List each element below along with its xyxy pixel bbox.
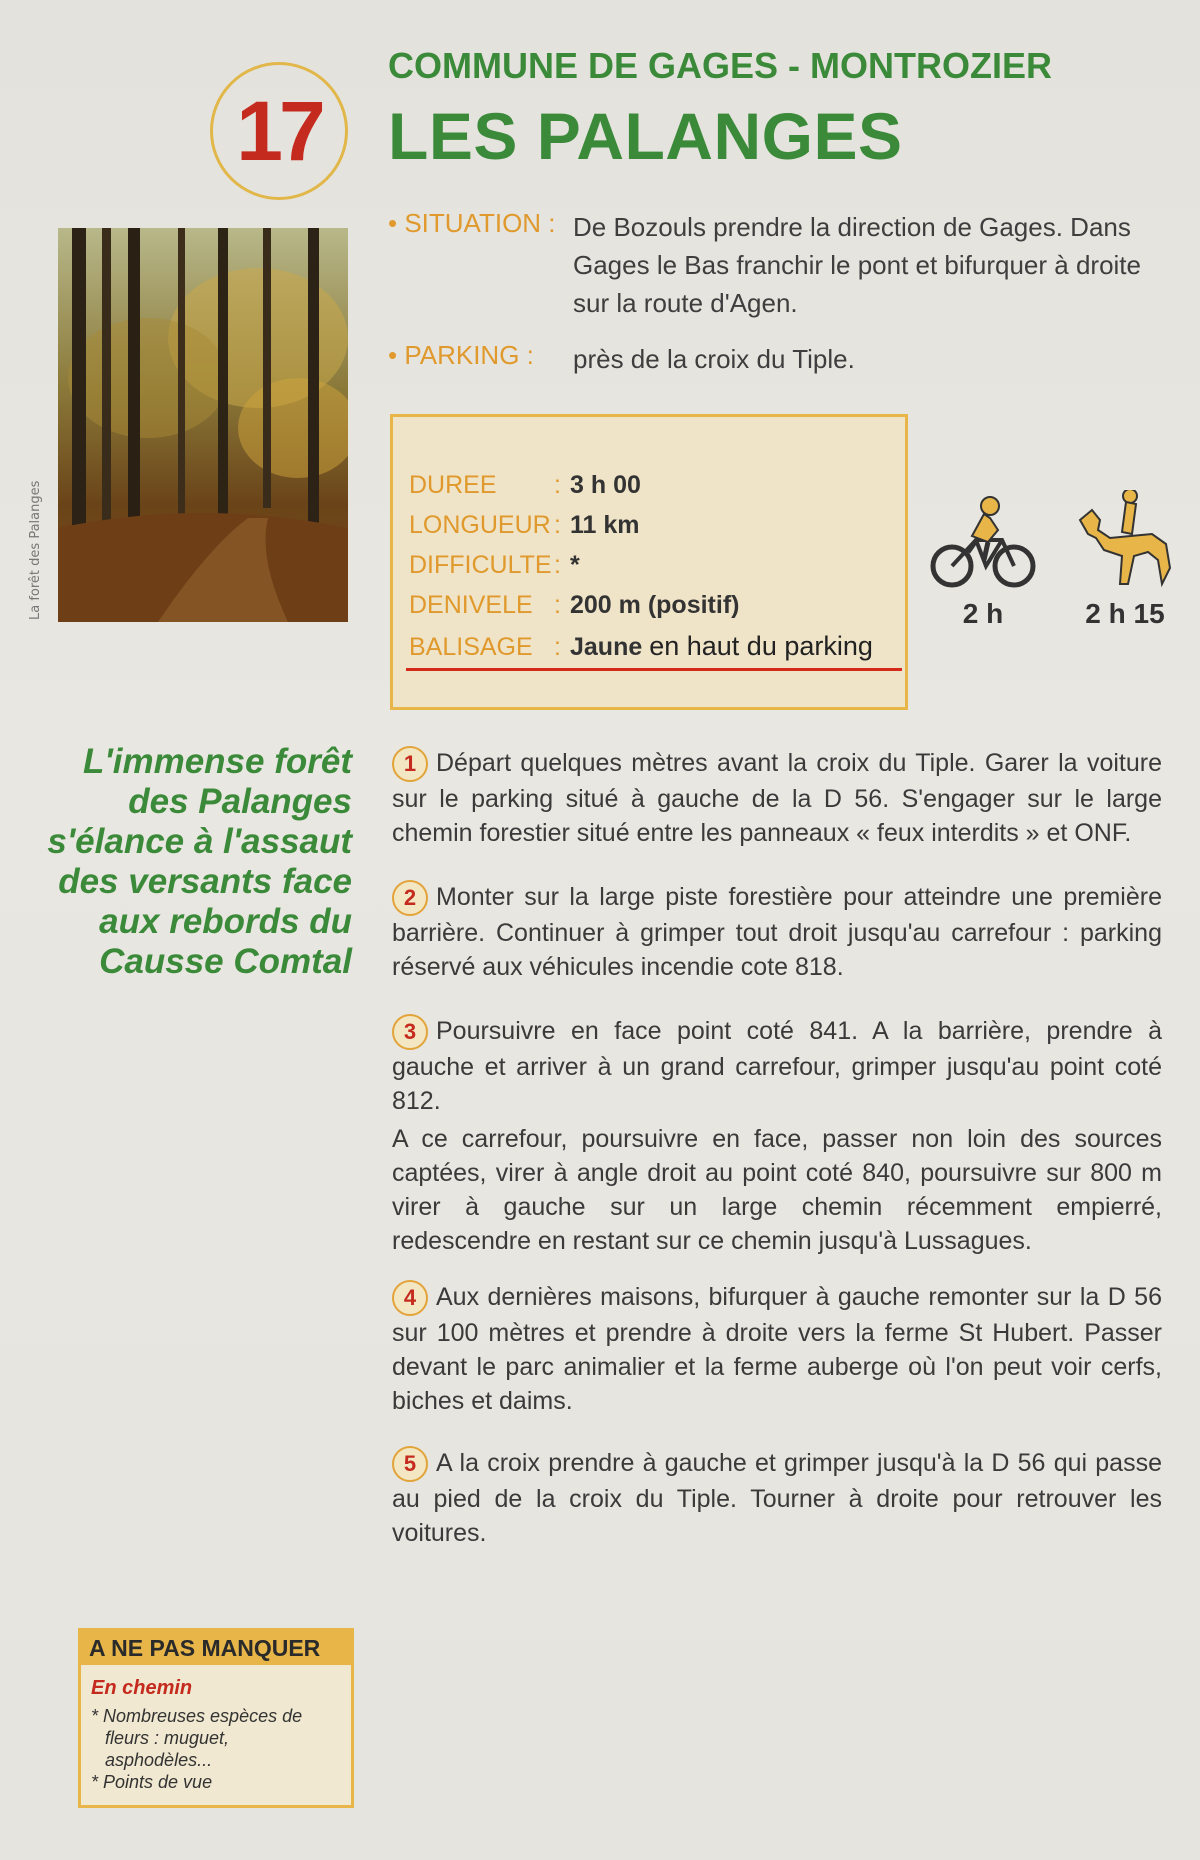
stat-longueur: LONGUEUR : 11 km [409,511,640,539]
step-number: 3 [392,1014,428,1050]
parking-text: près de la croix du Tiple. [573,344,855,374]
horse-rider-icon [1070,490,1180,590]
stat-difficulte: DIFFICULTE: * [409,551,580,579]
not-to-miss-list [91,1705,341,1793]
photo-caption: La forêt des Palanges [28,480,43,620]
cyclist-icon [928,490,1038,590]
step-text: Départ quelques mètres avant la croix du Tiple. Garer la voiture sur le parking situé à gauche de la D 56. S'engager sur le large chemin forestier situé entre les panneaux « feux interdits » et ONF. [392,749,1162,848]
stat-label: DUREE [409,471,497,499]
step-3 [392,1014,1162,1258]
situation-label: • SITUATION : [388,208,556,238]
stat-label: LONGUEUR [409,511,551,539]
step-4 [392,1280,1162,1418]
situation-text: De Bozouls prendre la direction de Gages. Dans Gages le Bas franchir le pont et bifurquer à droite sur la route d'Agen. [573,212,1141,318]
step-text: Poursuivre en face point coté 841. A la barrière, prendre à gauche et arriver à un grand carrefour, grimper jusqu'au point coté 812. [392,1017,1162,1116]
horse-time: 2 h 15 [1085,598,1165,629]
step-number: 5 [392,1446,428,1482]
not-to-miss-box [78,1628,354,1808]
step-text: A la croix prendre à gauche et grimper jusqu'à la D 56 qui passe au pied de la croix du Tiple. Tourner à droite pour retrouver les voitures. [392,1449,1162,1548]
forest-photo [58,228,348,622]
step-number: 2 [392,880,428,916]
stat-value: 200 m (positif) [570,591,740,619]
step-number: 1 [392,746,428,782]
step-2 [392,880,1162,984]
list-item: * Nombreuses espèces de fleurs : muguet, asphodèles... [91,1706,303,1770]
not-to-miss-subtitle: En chemin [91,1677,193,1699]
list-item: * Points de vue [91,1772,213,1792]
step-text: Aux dernières maisons, bifurquer à gauche remonter sur la D 56 sur 100 mètres et prendre à droite vers la ferme St Hubert. Passer devant le parc animalier et la ferme auberge où l'on peut voir cerfs, biches et daims. [392,1283,1162,1416]
situation-row [388,208,1141,318]
step-5 [392,1446,1162,1550]
stat-label: DENIVELE [409,591,533,619]
page-title: LES PALANGES [388,99,903,173]
stat-duree: DUREE : 3 h 00 [409,471,641,499]
step-text: Monter sur la large piste forestière pour atteindre une première barrière. Continuer à grimper tout droit jusqu'au carrefour : parking réservé aux véhicules incendie cote 818. [392,883,1162,982]
route-stats-box [390,414,908,710]
stat-label: DIFFICULTE [409,551,552,579]
activity-cycling [928,490,1038,630]
stat-label: BALISAGE [409,633,533,661]
step-number: 4 [392,1280,428,1316]
balisage-note: en haut du parking [649,631,873,661]
step-text-continued: A ce carrefour, poursuivre en face, passer non loin des sources captées, virer à angle droit au point coté 840, poursuivre sur 800 m virer à gauche sur un large chemin récemment empierré, redescendre en restant sur ce chemin jusqu'à Lussagues. [392,1125,1162,1256]
handwritten-underline [406,668,902,671]
stat-value: * [570,551,580,579]
stat-denivele: DENIVELE : 200 m (positif) [409,591,740,619]
forest-illustration [58,228,348,622]
not-to-miss-header: A NE PAS MANQUER [81,1631,351,1665]
pull-quote: L'immense forêt des Palanges s'élance à l'assaut des versants face aux rebords du Causse Comtal [47,742,352,981]
stat-value: 11 km [570,511,640,539]
parking-row [388,340,855,374]
step-1 [392,746,1162,850]
route-number: 17 [210,62,348,200]
parking-label: • PARKING : [388,340,534,370]
cycling-time: 2 h [962,598,1004,629]
commune-heading: COMMUNE DE GAGES - MONTROZIER [388,45,1052,86]
stat-value: 3 h 00 [570,471,641,499]
activity-horse [1070,490,1180,630]
stat-value: Jaune [570,633,643,661]
stat-balisage: BALISAGE : Jaune en haut du parking [409,631,873,661]
